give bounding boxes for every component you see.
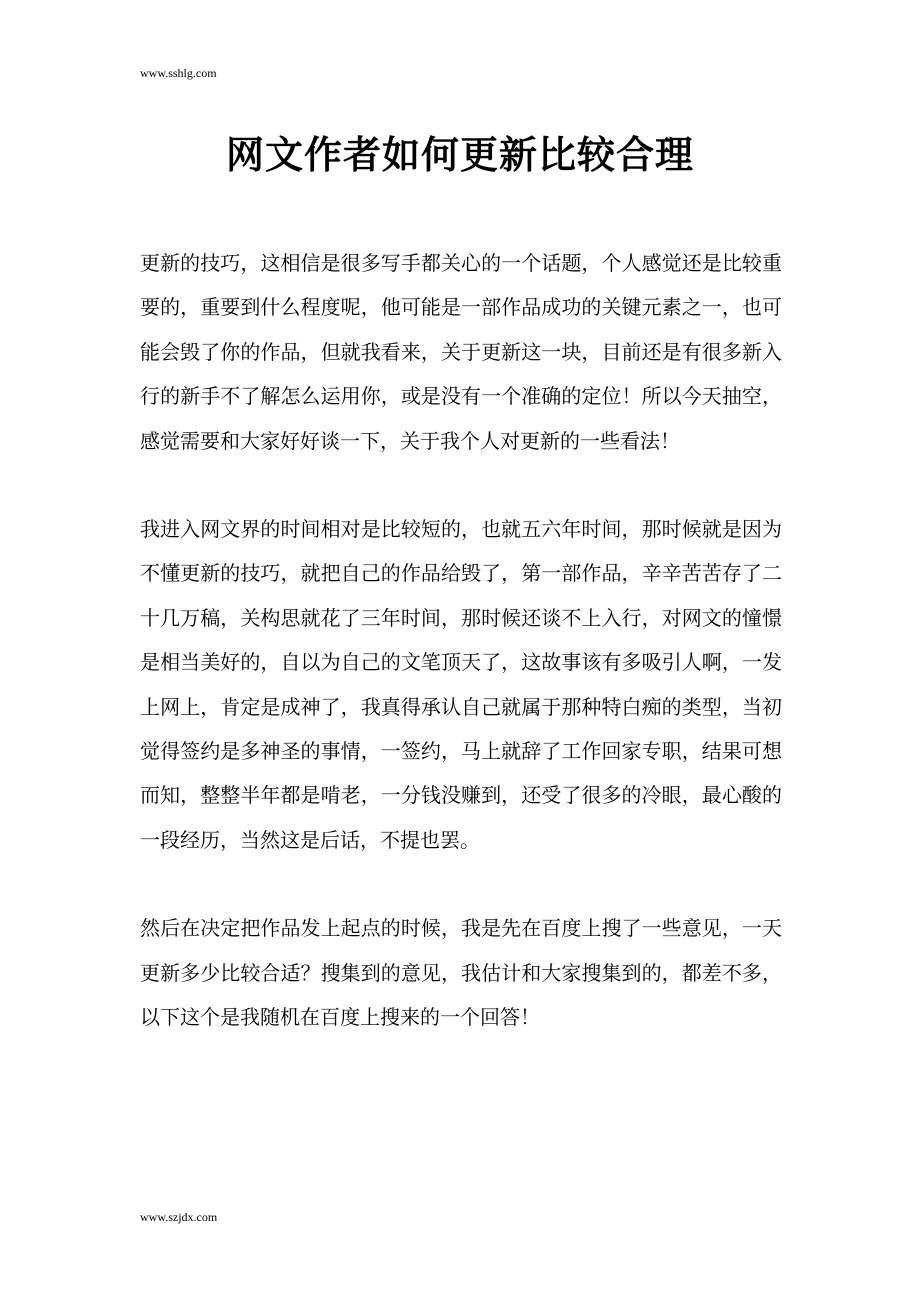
document-title: 网文作者如何更新比较合理 xyxy=(225,132,694,177)
footer-url: www.szjdx.com xyxy=(140,1210,218,1224)
paragraph: 我进入网文界的时间相对是比较短的，也就五六年时间，那时候就是因为不懂更新的技巧，就把自己的作品给毁了，第一部作品，辛辛苦苦存了二十几万稿，关构思就花了三年时间，那时候还谈不上入行，对网文的憧憬是相当美好的，自以为自己的文笔顶天了，这故事该有多吸引人啊，一发上网上，肯定是成神了，我真得承认自己就属于那种特白痴的类型，当初觉得签约是多神圣的事情，一签约，马上就辞了工作回家专职，结果可想而知，整整半年都是啃老，一分钱没赚到，还受了很多的冷眼，最心酸的一段经历，当然这是后话，不提也罢。 xyxy=(140,517,782,852)
paragraph: 然后在决定把作品发上起点的时候，我是先在百度上搜了一些意见，一天更新多少比较合适？搜集到的意见，我估计和大家搜集到的，都差不多，以下这个是我随机在百度上搜来的一个回答！ xyxy=(140,916,782,1030)
document-body xyxy=(140,241,782,1040)
paragraph: 更新的技巧，这相信是很多写手都关心的一个话题，个人感觉还是比较重要的，重要到什么程度呢，他可能是一部作品成功的关键元素之一，也可能会毁了你的作品，但就我看来，关于更新这一块，目前还是有很多新入行的新手不了解怎么运用你，或是没有一个准确的定位！所以今天抽空，感觉需要和大家好好谈一下，关于我个人对更新的一些看法！ xyxy=(140,251,782,453)
header-url: www.sshlg.com xyxy=(140,66,217,80)
